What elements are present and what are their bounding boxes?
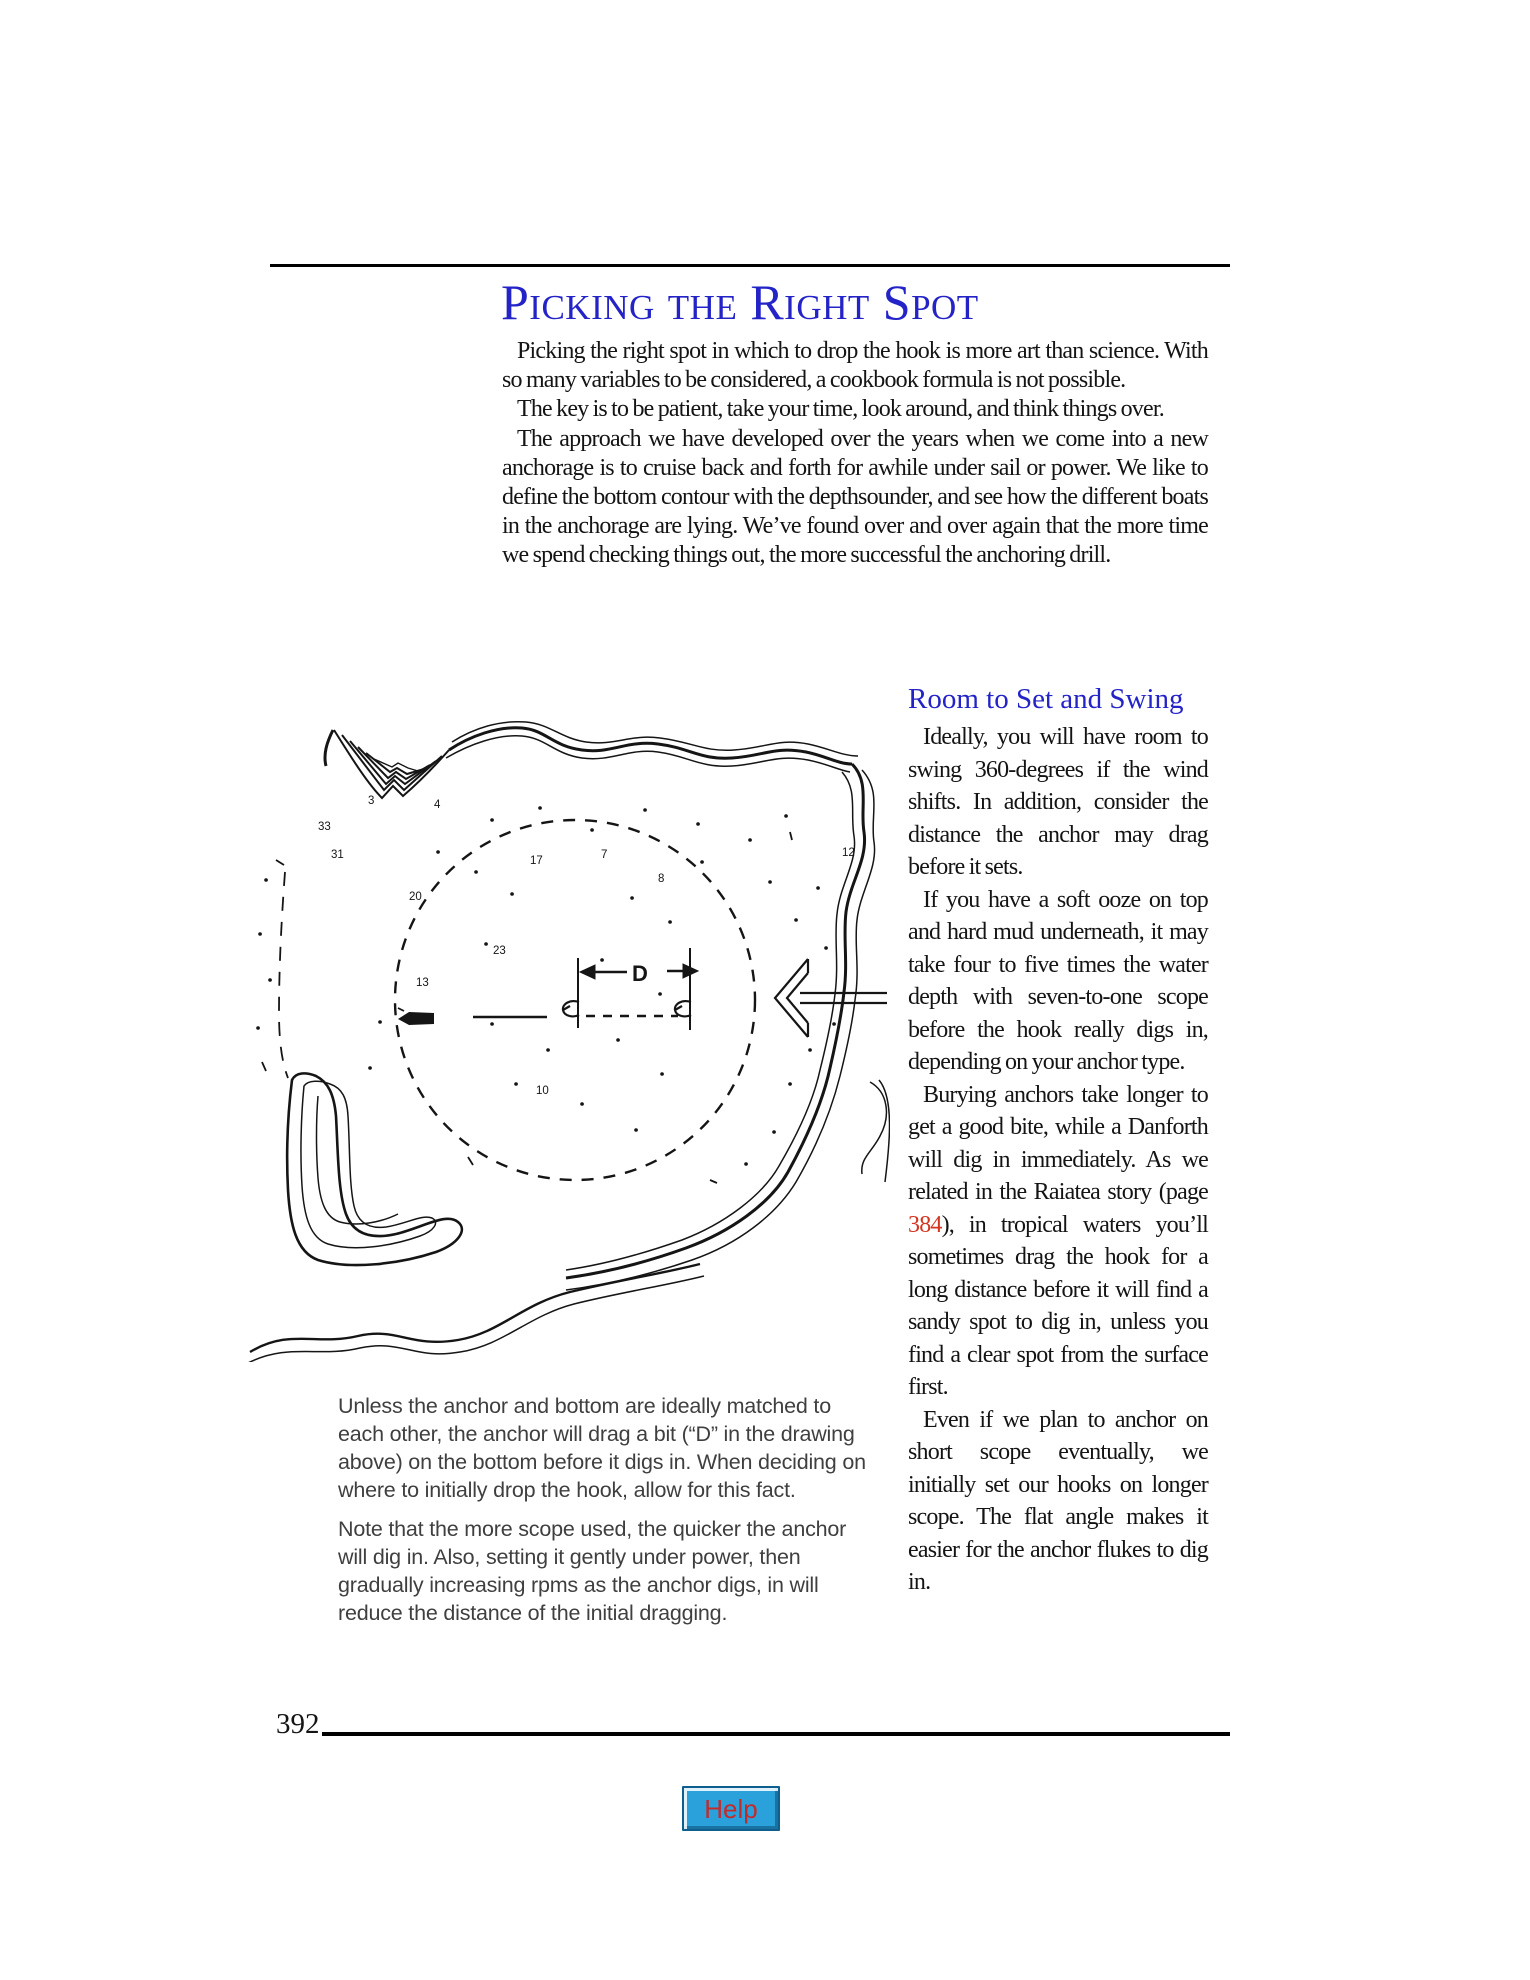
footer-rule xyxy=(322,1732,1230,1736)
page-title: Picking the Right Spot xyxy=(501,274,979,330)
caption-paragraph: Unless the anchor and bottom are ideally matched to each other, the anchor will drag a bit (“D” in the drawing above) on the bottom before it digs in. When deciding on where to initially drop the hook, allow for this fact. xyxy=(338,1394,866,1502)
boat-and-anchor-diagram xyxy=(398,948,698,1030)
drag-dimension-label: D xyxy=(632,961,648,986)
page-ref-link[interactable]: 384 xyxy=(908,1211,942,1238)
depth-sounding: 10 xyxy=(536,1085,549,1097)
figure-caption xyxy=(338,1392,874,1627)
depth-dots xyxy=(258,808,834,1183)
anchor-icon xyxy=(563,1001,579,1016)
depth-sounding: 17 xyxy=(530,855,543,867)
depth-sounding: 7 xyxy=(601,849,608,861)
sidebar-heading: Room to Set and Swing xyxy=(908,683,1184,715)
swing-circle xyxy=(395,820,755,1180)
depth-sounding: 3 xyxy=(368,795,375,807)
boat-icon xyxy=(398,1012,434,1025)
depth-soundings xyxy=(318,795,855,1097)
sidebar-paragraph: Even if we plan to anchor on short scope eventually, we initially set our hooks on longer scope. The flat angle makes it easier for the anchor flukes to dig in. xyxy=(908,1406,1208,1595)
sidebar-column xyxy=(908,683,1208,1599)
sidebar-paragraph xyxy=(908,1079,1208,1404)
sidebar-text: Burying anchors take longer to get a good bite, while a Danforth will dig in immediately. As we related in the Raiatea story (page xyxy=(908,1081,1208,1205)
depth-sounding: 33 xyxy=(318,821,331,833)
intro-text xyxy=(502,337,1208,571)
depth-sounding: 20 xyxy=(409,891,422,903)
anchorage-chart-figure xyxy=(230,712,890,1362)
help-button[interactable]: Help xyxy=(682,1786,780,1831)
anchor-icon xyxy=(675,1001,691,1016)
sidebar-paragraph: If you have a soft ooze on top and hard mud underneath, it may take four to five times the water depth with seven-to-one scope before the hook really digs in, depending on your anchor type. xyxy=(908,886,1208,1075)
depth-sounding: 4 xyxy=(434,799,441,811)
depth-sounding: 12 xyxy=(842,847,855,859)
depth-sounding: 23 xyxy=(493,945,506,957)
depth-sounding: 13 xyxy=(416,977,429,989)
depth-sounding: 8 xyxy=(658,873,665,885)
header-rule xyxy=(270,264,1230,267)
depth-sounding: 31 xyxy=(331,849,344,861)
intro-paragraph: The approach we have developed over the years when we come into a new anchorage is to cruise back and forth for awhile under sail or power. We like to define the bottom contour with the depthsounder, and see how the different boats in the anchorage are lying. We’ve found over and over again that the more time we spend checking things out, the more successful the anchoring drill. xyxy=(502,425,1208,569)
wind-arrow-icon xyxy=(775,959,887,1037)
intro-paragraph: The key is to be patient, take your time, look around, and think things over. xyxy=(517,396,1164,423)
caption-paragraph: Note that the more scope used, the quicker the anchor will dig in. Also, setting it gently under power, then gradually increasing rpms as the anchor digs, in will reduce the distance of the initial dragging. xyxy=(338,1517,847,1625)
sidebar-text: ), in tropical waters you’ll sometimes drag the hook for a long distance before it will find a sandy spot to dig in, unless you find a clear spot from the surface first. xyxy=(908,1211,1208,1400)
page-number: 392 xyxy=(276,1708,320,1740)
shoreline-contours xyxy=(246,722,890,1362)
intro-paragraph: Picking the right spot in which to drop the hook is more art than science. With so many variables to be considered, a cookbook formula is not possible. xyxy=(502,338,1208,394)
sidebar-paragraph: Ideally, you will have room to swing 360-degrees if the wind shifts. In addition, consider the distance the anchor may drag before it sets. xyxy=(908,724,1208,880)
